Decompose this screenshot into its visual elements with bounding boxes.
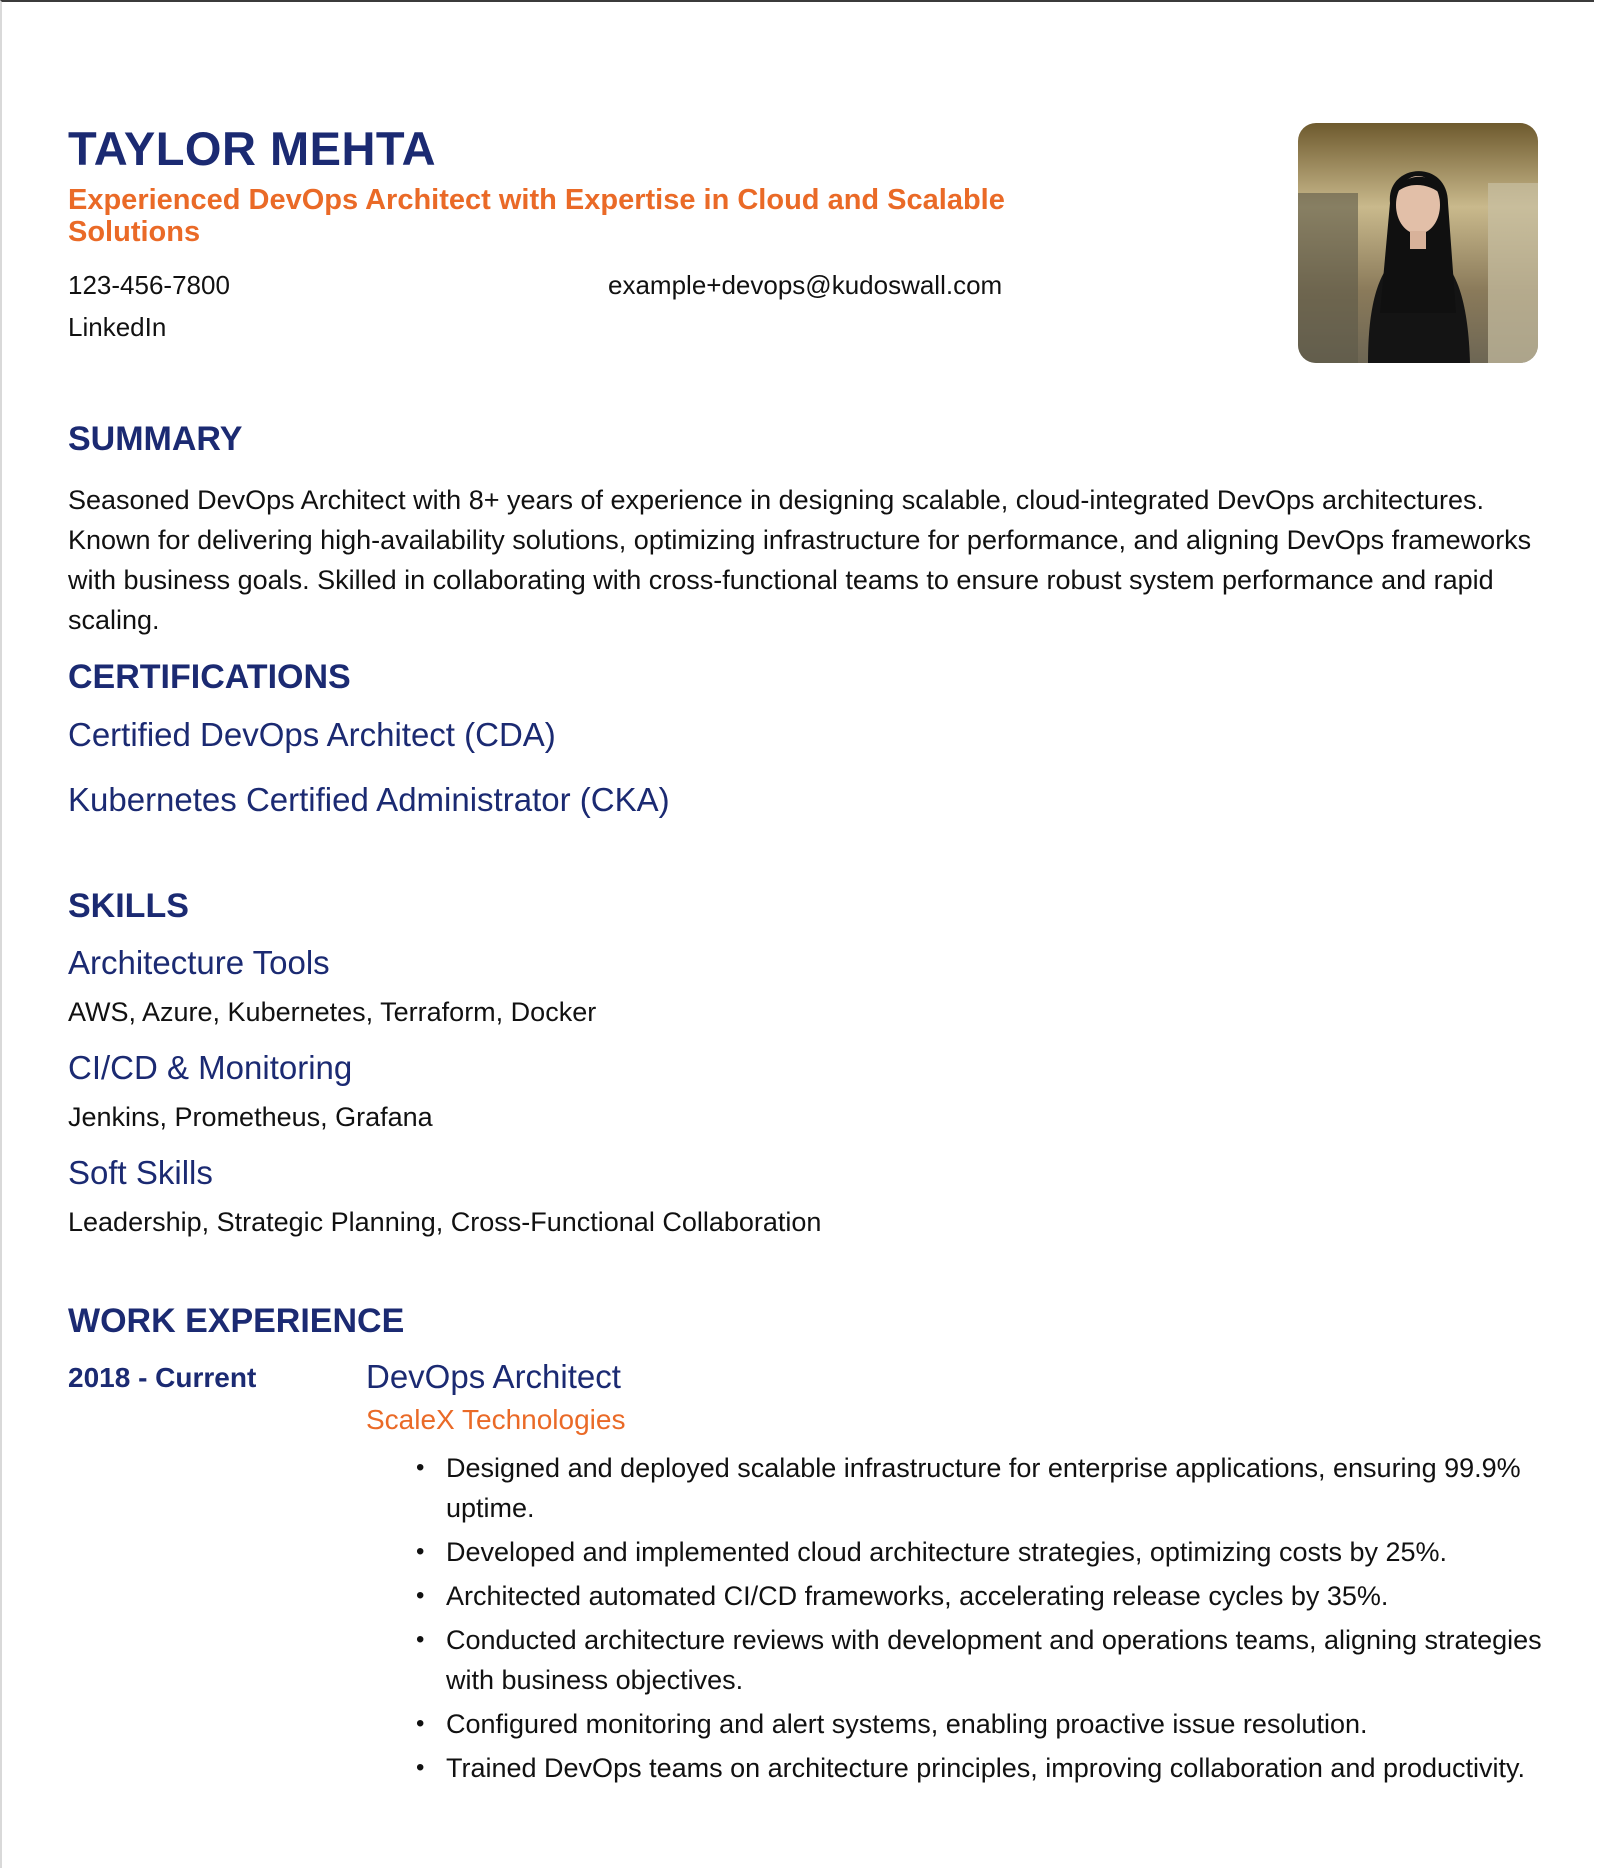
job-bullet: • Trained DevOps teams on architecture principles, improving collaboration and productivity. [446, 1748, 1556, 1788]
certification-item: Kubernetes Certified Administrator (CKA) [68, 781, 670, 818]
job-company: ScaleX Technologies [366, 1404, 626, 1435]
skills-heading: SKILLS [68, 887, 189, 925]
job-title: DevOps Architect [366, 1358, 621, 1395]
skill-category: CI/CD & Monitoring [68, 1049, 353, 1086]
candidate-name: TAYLOR MEHTA [68, 122, 437, 175]
headline: Experienced DevOps Architect with Expertise in Cloud and Scalable Solutions [68, 184, 1005, 248]
email-link[interactable]: example+devops@kudoswall.com [608, 270, 1003, 300]
job-dates: 2018 - Current [68, 1362, 257, 1393]
job-bullet: • Conducted architecture reviews with development and operations teams, aligning strategies with business objectives. [446, 1620, 1556, 1700]
summary-heading: SUMMARY [68, 420, 243, 458]
job-bullet: • Designed and deployed scalable infrastructure for enterprise applications, ensuring 99.9% uptime. [446, 1448, 1556, 1528]
job-bullets [414, 1448, 1556, 1792]
skill-category: Soft Skills [68, 1154, 213, 1191]
phone-number: 123-456-7800 [68, 270, 230, 300]
summary-text: Seasoned DevOps Architect with 8+ years of experience in designing scalable, cloud-integrated DevOps architectures. Known for delivering high-availability solutions, optimizing infrastructure for performance, and aligning DevOps frameworks with business goals. Skilled in collaborating with cross-functional teams to ensure robust system performance and rapid scaling. [68, 485, 1532, 635]
skill-list: Jenkins, Prometheus, Grafana [68, 1102, 433, 1132]
job-bullet: • Developed and implemented cloud architecture strategies, optimizing costs by 25%. [446, 1532, 1556, 1572]
skill-category: Architecture Tools [68, 944, 330, 981]
profile-photo [1298, 123, 1538, 363]
profile-photo-image [1298, 123, 1538, 363]
work-experience-heading: WORK EXPERIENCE [68, 1302, 405, 1340]
certifications-heading: CERTIFICATIONS [68, 658, 351, 696]
certification-item: Certified DevOps Architect (CDA) [68, 716, 556, 753]
skill-list: AWS, Azure, Kubernetes, Terraform, Docker [68, 997, 597, 1027]
skill-list: Leadership, Strategic Planning, Cross-Functional Collaboration [68, 1207, 822, 1237]
job-bullet: • Architected automated CI/CD frameworks, accelerating release cycles by 35%. [446, 1576, 1556, 1616]
resume-header [68, 122, 1078, 350]
linkedin-link[interactable]: LinkedIn [68, 312, 167, 342]
job-bullet: • Configured monitoring and alert systems, enabling proactive issue resolution. [446, 1704, 1556, 1744]
contact-info [68, 270, 1078, 350]
